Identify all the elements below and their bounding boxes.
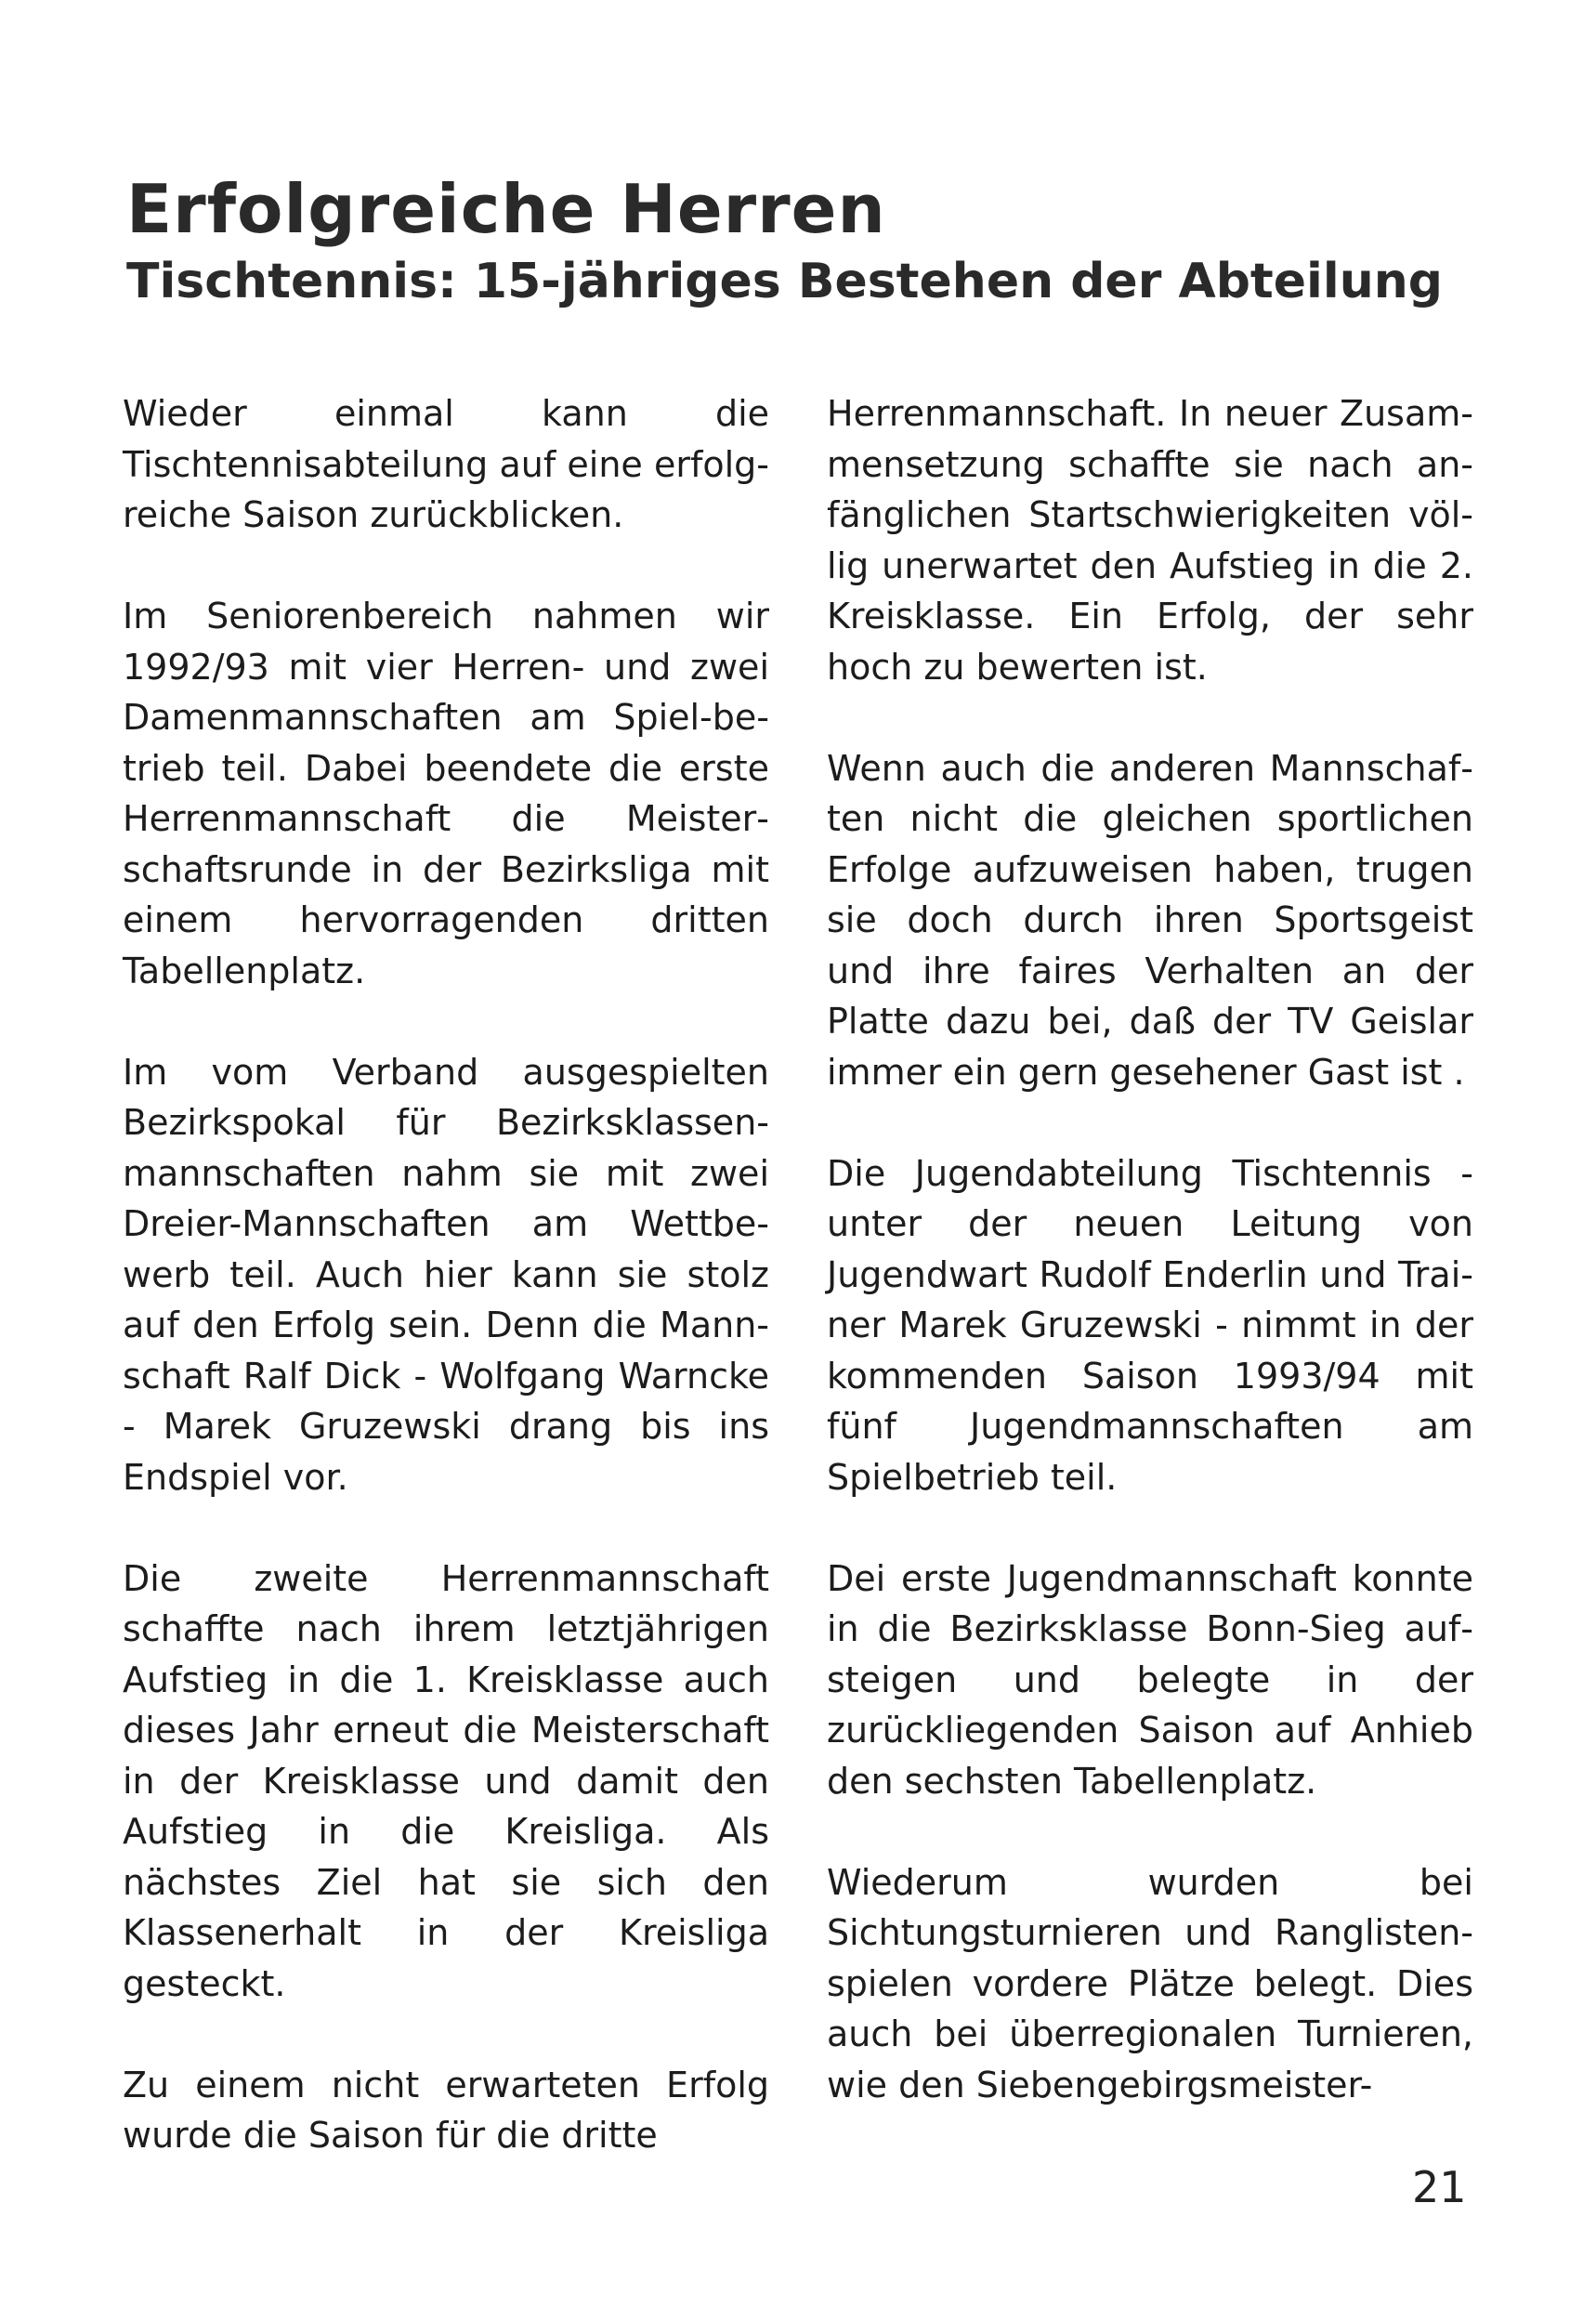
paragraph: Im Seniorenbereich nahmen wir 1992/93 mit vier Herren- und zwei Damenmannschaften am Spiel-betrieb teil. Dabei beendete die erste Herrenmannschaft die Meisterschaftsrunde in der Bezirksliga mit einem hervorragenden dritten Tabellenplatz. — [123, 596, 769, 991]
article-title: Erfolgreiche Herren — [126, 170, 886, 248]
paragraph: Die Jugendabteilung Tischtennis - unter der neuen Leitung von Jugendwart Rudolf Enderlin und Trainer Marek Gruzewski - nimmt in der kommenden Saison 1993/94 mit fünf Jugendmannschaften am Spielbetrieb teil. — [827, 1152, 1473, 1498]
article-subtitle: Tischtennis: 15-jähriges Bestehen der Abteilung — [126, 254, 1443, 309]
right-text-column — [827, 388, 1473, 2161]
paragraph: Herrenmannschaft. In neuer Zusammensetzung schaffte sie nach anfänglichen Startschwierigkeiten völlig unerwartet den Aufstieg in die 2. Kreisklasse. Ein Erfolg, der sehr hoch zu bewerten ist. — [827, 393, 1473, 688]
paragraph: Zu einem nicht erwarteten Erfolg wurde die Saison für die dritte — [123, 2064, 769, 2156]
paragraph: Im vom Verband ausgespielten Bezirkspokal für Bezirksklassenmannschaften nahm sie mit zwei Dreier-Mannschaften am Wettbewerb teil. Auch hier kann sie stolz auf den Erfolg sein. Denn die Mannschaft Ralf Dick - Wolfgang Warncke - Marek Gruzewski drang bis ins Endspiel vor. — [123, 1051, 769, 1498]
paragraph: Wiederum wurden bei Sichtungsturnieren und Ranglistenspielen vordere Plätze belegt. Dies auch bei überregionalen Turnieren, wie den Siebengebirgsmeister- — [827, 1861, 1473, 2105]
paragraph: Wieder einmal kann die Tischtennisabteilung auf eine erfolgreiche Saison zurückblicken. — [123, 393, 769, 535]
paragraph: Die zweite Herrenmannschaft schaffte nach ihrem letztjährigen Aufstieg in die 1. Kreisklasse auch dieses Jahr erneut die Meisterschaft in der Kreisklasse und damit den Aufstieg in die Kreisliga. Als nächstes Ziel hat sie sich den Klassenerhalt in der Kreisliga gesteckt. — [123, 1557, 769, 2004]
page-number: 21 — [1412, 2162, 1467, 2212]
left-text-column — [123, 388, 769, 2211]
paragraph: Wenn auch die anderen Mannschaften nicht die gleichen sportlichen Erfolge aufzuweisen haben, trugen sie doch durch ihren Sportsgeist und ihre faires Verhalten an der Platte dazu bei, daß der TV Geislar immer ein gern gesehener Gast ist . — [827, 747, 1473, 1093]
paragraph: Dei erste Jugendmannschaft konnte in die Bezirksklasse Bonn-Sieg aufsteigen und belegte in der zurückliegenden Saison auf Anhieb den sechsten Tabellenplatz. — [827, 1557, 1473, 1802]
